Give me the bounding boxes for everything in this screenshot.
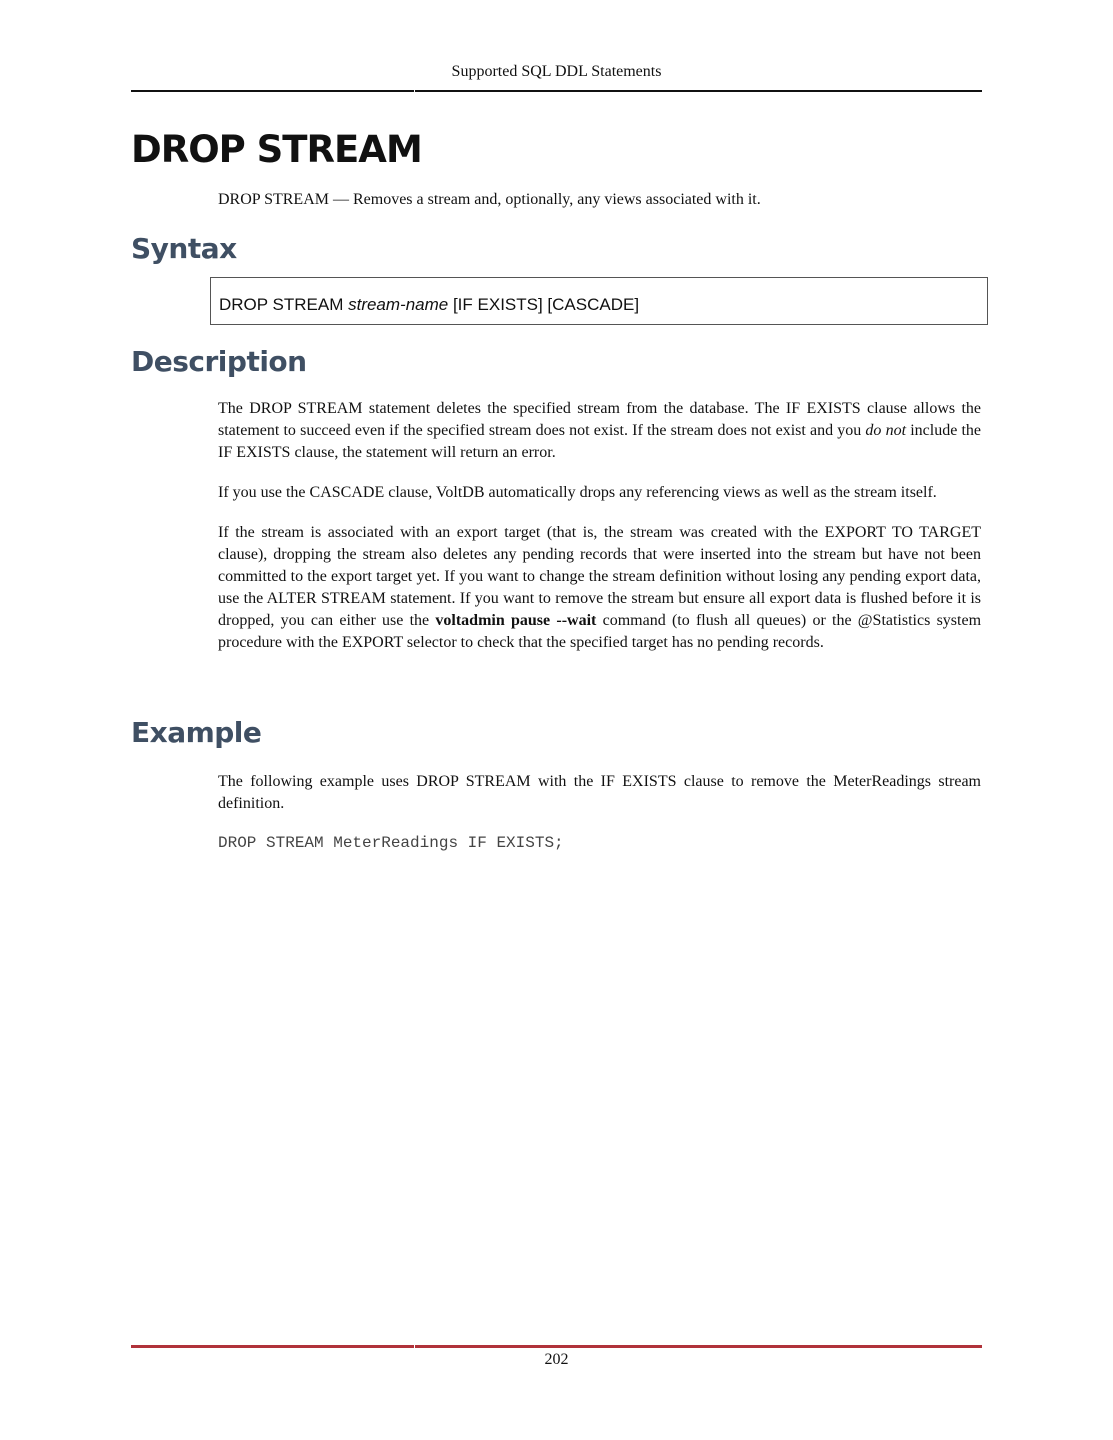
example-paragraph: The following example uses DROP STREAM with the IF EXISTS clause to remove the MeterReadings stream definition. [218,773,981,812]
page-subtitle: DROP STREAM — Removes a stream and, optionally, any views associated with it. [218,191,761,208]
header-rule [131,90,982,92]
example-body [218,771,981,833]
example-heading: Example [131,716,262,749]
text: The DROP STREAM statement deletes the specified stream from the database. The IF EXISTS clause allows the statement to succeed even if the specified stream does not exist. If the stream does not exist and you [218,400,981,439]
text: If the stream is associated with an export target (that is, the stream was created with the EXPORT TO TARGET clause), dropping the stream also deletes any pending records that were inserted into the stream but have not been committed to the export target yet. If you want to change the stream definition without losing any pending export data, use the ALTER STREAM statement. If you want to remove the stream but ensure all export data is flushed before it is dropped, you can either use the [218,524,981,629]
text: include the IF EXISTS clause, the statement will return an error. [218,422,982,461]
description-paragraph [218,522,981,654]
command: voltadmin pause --wait [435,612,597,629]
running-header: Supported SQL DDL Statements [451,63,662,80]
syntax-param: stream-name [348,295,449,314]
footer-rule [131,1345,982,1348]
syntax-heading: Syntax [131,232,237,265]
syntax-keyword: DROP STREAM [219,295,349,314]
description-body [218,398,981,672]
syntax-options: [IF EXISTS] [CASCADE] [448,295,640,314]
syntax-box [210,277,988,325]
page-number: 202 [544,1351,569,1368]
text: command (to flush all queues) or the @Statistics system procedure with the EXPORT selector to check that the specified target has no pending records. [218,612,982,651]
description-paragraph: If you use the CASCADE clause, VoltDB automatically drops any referencing views as well as the stream itself. [218,484,937,501]
description-heading: Description [131,345,307,378]
description-paragraph [218,398,981,464]
example-code: DROP STREAM MeterReadings IF EXISTS; [218,834,564,852]
emphasis: do not [865,422,907,439]
page-title: DROP STREAM [131,128,422,171]
